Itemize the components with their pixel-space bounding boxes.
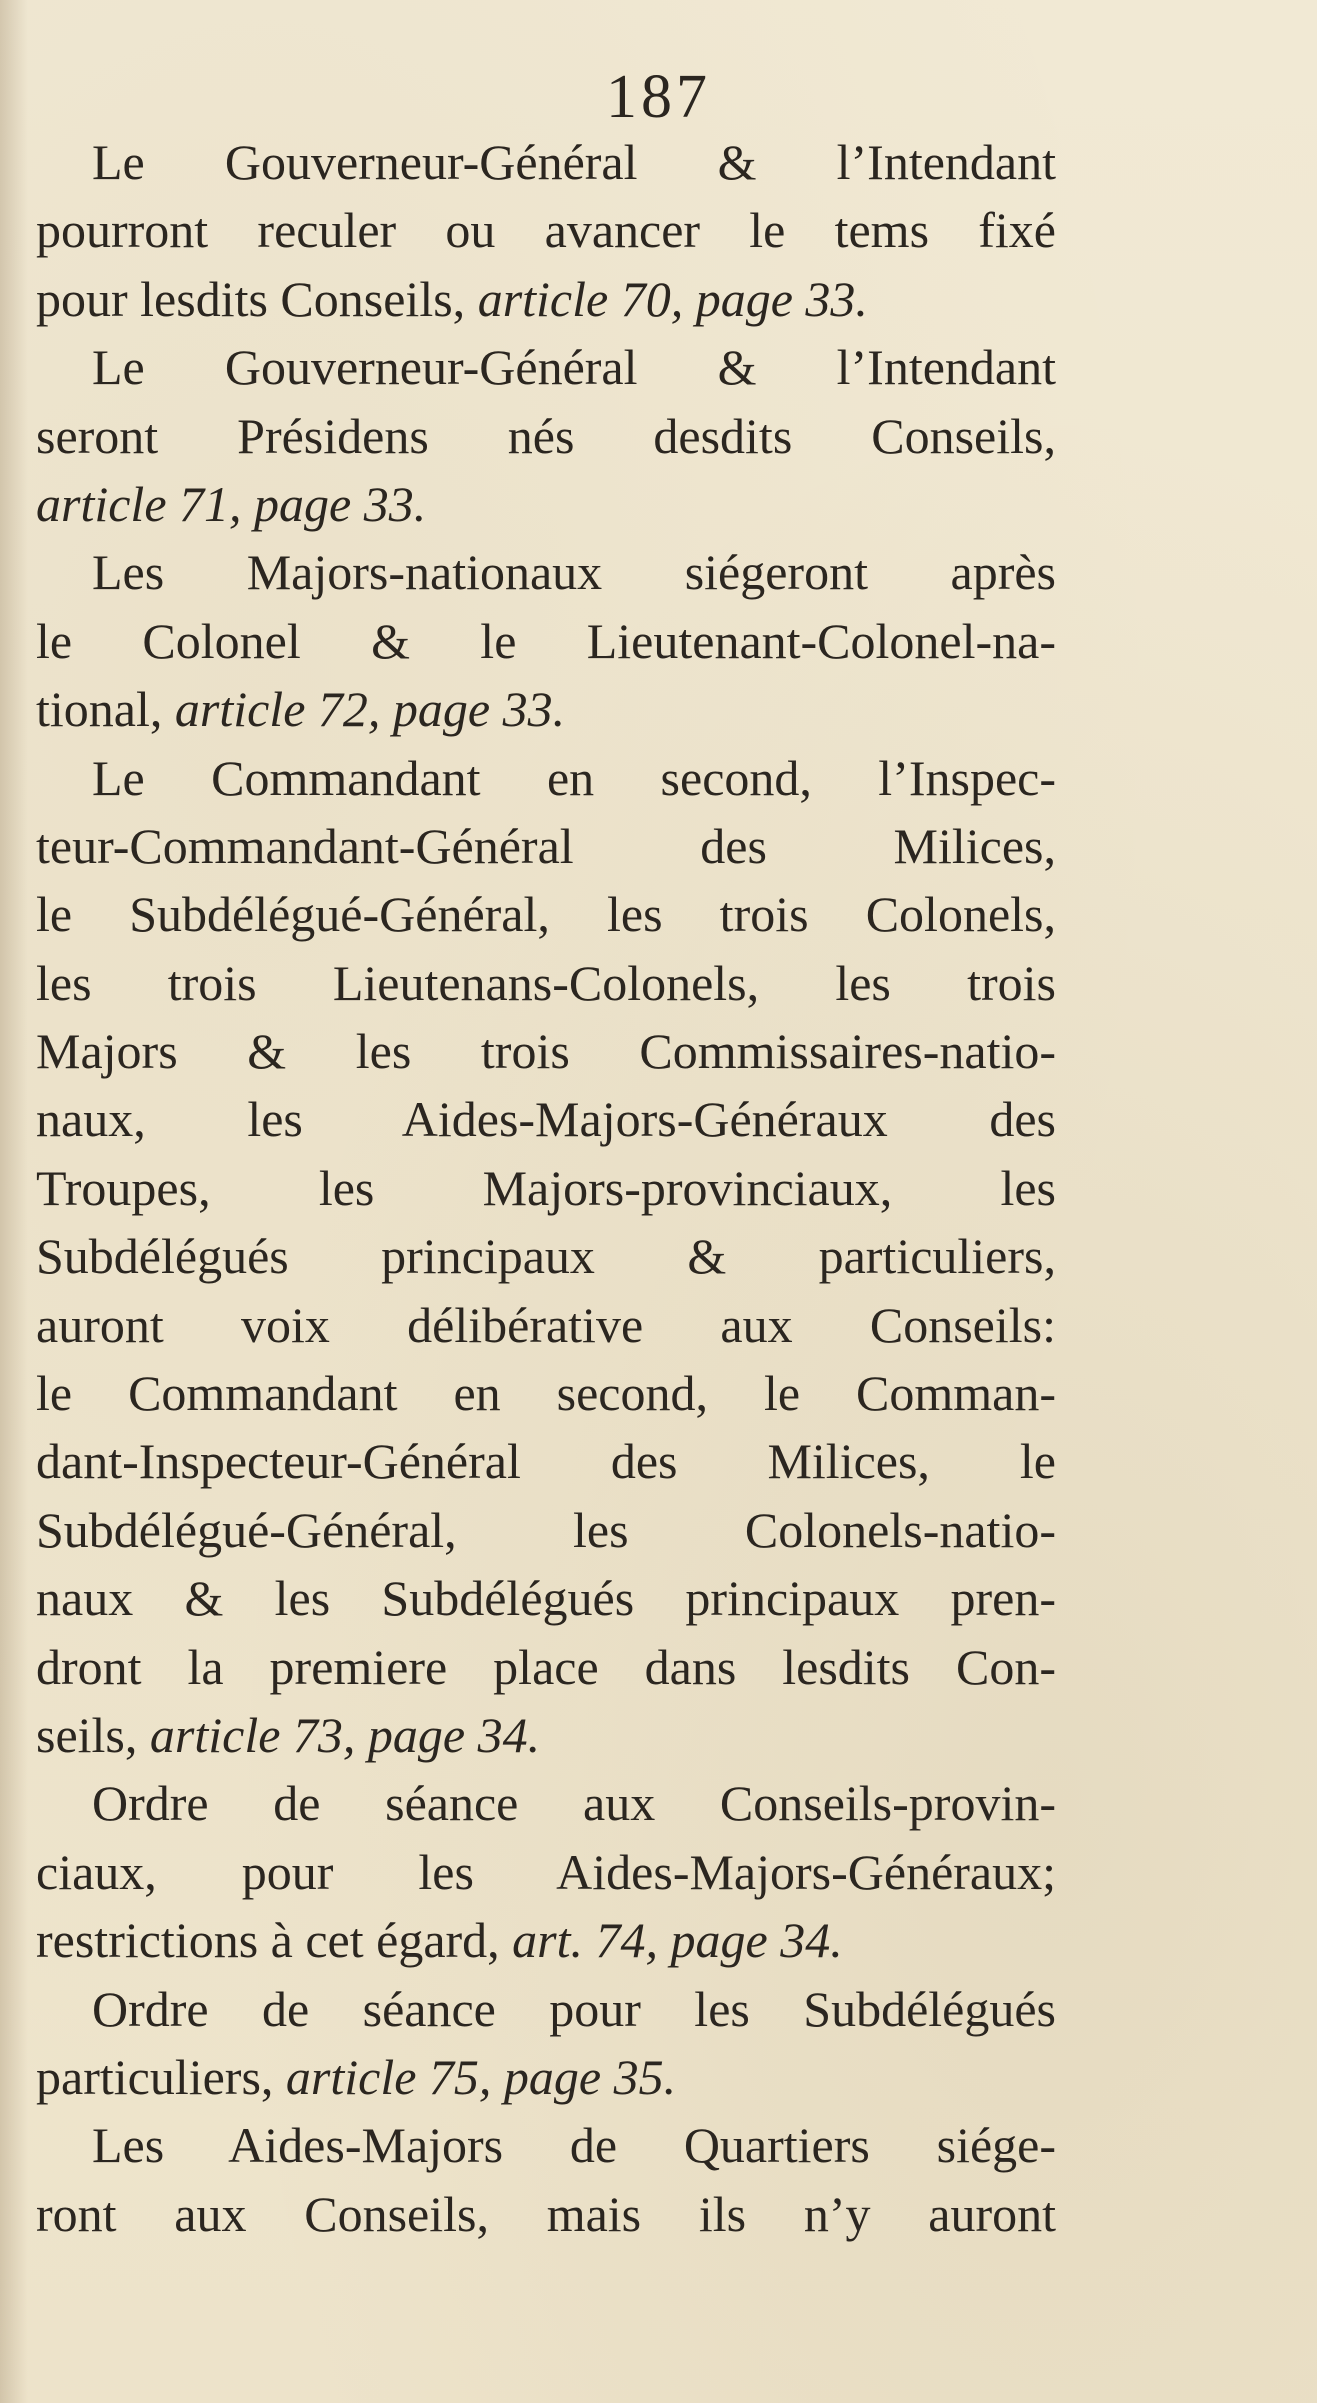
text-line [36,1085,1056,1153]
line-text: seront Présidens nés desdits Conseils, [36,407,1056,464]
article-reference: article 73, page 34. [149,1706,541,1763]
line-text: particuliers, [36,2048,286,2105]
article-reference: article 72, page 33. [174,681,566,738]
page-number: 187 [606,63,711,131]
text-line [36,607,1056,675]
text-line [36,2043,1056,2111]
line-text: tional, [36,681,175,738]
line-text: dant-Inspecteur-Général des Milices, le [36,1433,1056,1490]
text-line [36,1222,1056,1290]
line-text: auront voix délibérative aux Conseils: [36,1296,1056,1353]
line-text: les trois Lieutenans-Colonels, les trois [36,954,1056,1011]
line-text: naux, les Aides-Majors-Généraux des [36,1091,1056,1148]
text-line [36,675,1056,743]
text-line [36,1906,1056,1974]
line-text: le Subdélégué-Général, les trois Colonels, [36,886,1056,943]
article-reference: article 75, page 35. [285,2048,677,2105]
line-text: Le Gouverneur-Général & l’Intendant [92,134,1056,190]
text-line [36,538,1056,606]
line-text: seils, [36,1706,150,1763]
text-line [36,1154,1056,1222]
article-reference: art. 74, page 34. [512,1912,843,1969]
line-text: pour lesdits Conseils, [36,270,478,327]
line-text: Ordre de séance aux Conseils-provin- [92,1775,1056,1832]
text-line [36,1564,1056,1632]
text-line [36,880,1056,948]
line-text: Troupes, les Majors-provinciaux, les [36,1159,1056,1216]
text-line [36,1838,1056,1906]
text-line [36,1769,1056,1837]
text-line [36,949,1056,1017]
line-text: teur-Commandant-Général des Milices, [36,817,1056,874]
line-text: pourront reculer ou avancer le tems fixé [36,202,1056,259]
article-reference: article 71, page 33. [36,475,427,532]
line-text: Le Commandant en second, l’Inspec- [92,749,1056,806]
text-line [36,1359,1056,1427]
line-text: dront la premiere place dans lesdits Con- [36,1638,1056,1695]
line-text: ront aux Conseils, mais ils n’y auront [36,2185,1056,2242]
text-line [36,1975,1056,2043]
line-text: ciaux, pour les Aides-Majors-Généraux; [36,1843,1056,1900]
line-text: le Commandant en second, le Comman- [36,1365,1056,1422]
text-line [36,402,1056,470]
line-text: Les Aides-Majors de Quartiers siége- [92,2117,1056,2174]
line-text: Subdélégués principaux & particuliers, [36,1228,1056,1285]
text-line [36,1017,1056,1085]
line-text: Subdélégué-Général, les Colonels-natio- [36,1501,1056,1558]
line-text: naux & les Subdélégués principaux pren- [36,1570,1056,1627]
text-line [36,1496,1056,1564]
text-line [36,744,1056,812]
text-line [36,812,1056,880]
article-reference: article 70, page 33. [477,270,868,327]
text-line [36,2111,1056,2179]
text-line [36,265,1056,333]
text-line [36,1291,1056,1359]
line-text: Ordre de séance pour les Subdélégués [92,1980,1056,2037]
line-text: Les Majors-nationaux siégeront après [92,544,1056,601]
text-line [36,470,1056,538]
text-line [36,2180,1056,2248]
line-text: restrictions à cet égard, [36,1912,513,1969]
text-line [36,128,1056,196]
text-line [36,1701,1056,1769]
text-line [36,196,1056,264]
text-line [36,333,1056,401]
line-text: le Colonel & le Lieutenant-Colonel-na- [36,612,1056,669]
text-line [36,1427,1056,1495]
line-text: Majors & les trois Commissaires-natio- [36,1023,1056,1080]
body-text [36,128,1056,2248]
gutter-shadow [0,0,28,2403]
text-line [36,1633,1056,1701]
line-text: Le Gouverneur-Général & l’Intendant [92,339,1056,396]
